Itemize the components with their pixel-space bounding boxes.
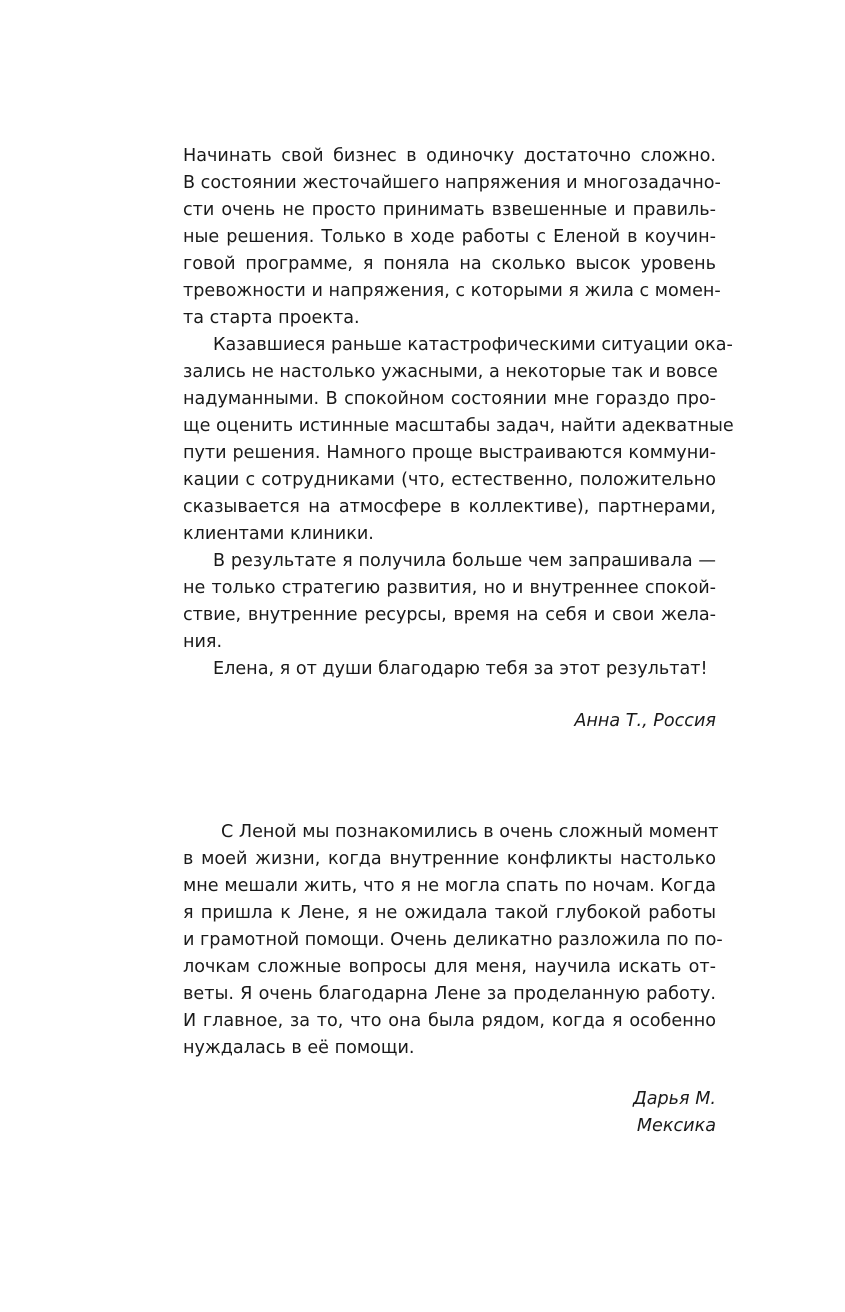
signature: Анна Т., Россия <box>574 711 716 731</box>
text-line: мне мешали жить, что я не могла спать по ночам. Когда <box>183 876 716 896</box>
signature-name: Дарья М. <box>632 1089 716 1109</box>
text-line: В результате я получила больше чем запрашивала — <box>213 551 716 571</box>
text-line: ствие, внутренние ресурсы, время на себя и свои жела- <box>183 605 716 625</box>
text-line: И главное, за то, что она была рядом, когда я особенно <box>183 1011 716 1031</box>
text-line: В состоянии жесточайшего напряжения и многозадачно- <box>183 173 721 193</box>
text-line: сти очень не просто принимать взвешенные и правиль- <box>183 200 716 220</box>
text-line: не только стратегию развития, но и внутреннее спокой- <box>183 578 716 598</box>
text-line: С Леной мы познакомились в очень сложный момент <box>221 822 719 842</box>
signature-place: Мексика <box>636 1116 716 1136</box>
text-line: я пришла к Лене, я не ожидала такой глубокой работы <box>183 903 716 923</box>
text-line: ния. <box>183 632 223 652</box>
text-line: нуждалась в её помощи. <box>183 1038 415 1058</box>
text-line: ные решения. Только в ходе работы с Еленой в коучин- <box>183 227 716 247</box>
text-line: тревожности и напряжения, с которыми я жила с момен- <box>183 281 721 301</box>
text-line: в моей жизни, когда внутренние конфликты настолько <box>183 849 716 869</box>
text-line: та старта проекта. <box>183 308 360 328</box>
text-line: зались не настолько ужасными, а некоторые так и вовсе <box>183 362 718 382</box>
text-line: ще оценить истинные масштабы задач, найти адекватные <box>183 416 734 436</box>
testimonial-1 <box>183 143 734 735</box>
text-line: клиентами клиники. <box>183 524 374 544</box>
text-line: говой программе, я поняла на сколько высок уровень <box>183 254 716 274</box>
text-line: Казавшиеся раньше катастрофическими ситуации ока- <box>213 335 733 355</box>
text-line: и грамотной помощи. Очень деликатно разложила по по- <box>183 930 723 950</box>
text-line: Начинать свой бизнес в одиночку достаточно сложно. <box>183 146 716 166</box>
text-line: сказывается на атмосфере в коллективе), партнерами, <box>183 497 716 517</box>
text-line: веты. Я очень благодарна Лене за проделанную работу. <box>183 984 716 1004</box>
text-line: кации с сотрудниками (что, естественно, положительно <box>183 470 716 490</box>
text-line: надуманными. В спокойном состоянии мне гораздо про- <box>183 389 716 409</box>
testimonial-2 <box>183 819 723 1140</box>
text-line: лочкам сложные вопросы для меня, научила искать от- <box>183 957 716 977</box>
text-line: Елена, я от души благодарю тебя за этот результат! <box>213 659 708 679</box>
text-line: пути решения. Намного проще выстраиваются коммуни- <box>183 443 716 463</box>
